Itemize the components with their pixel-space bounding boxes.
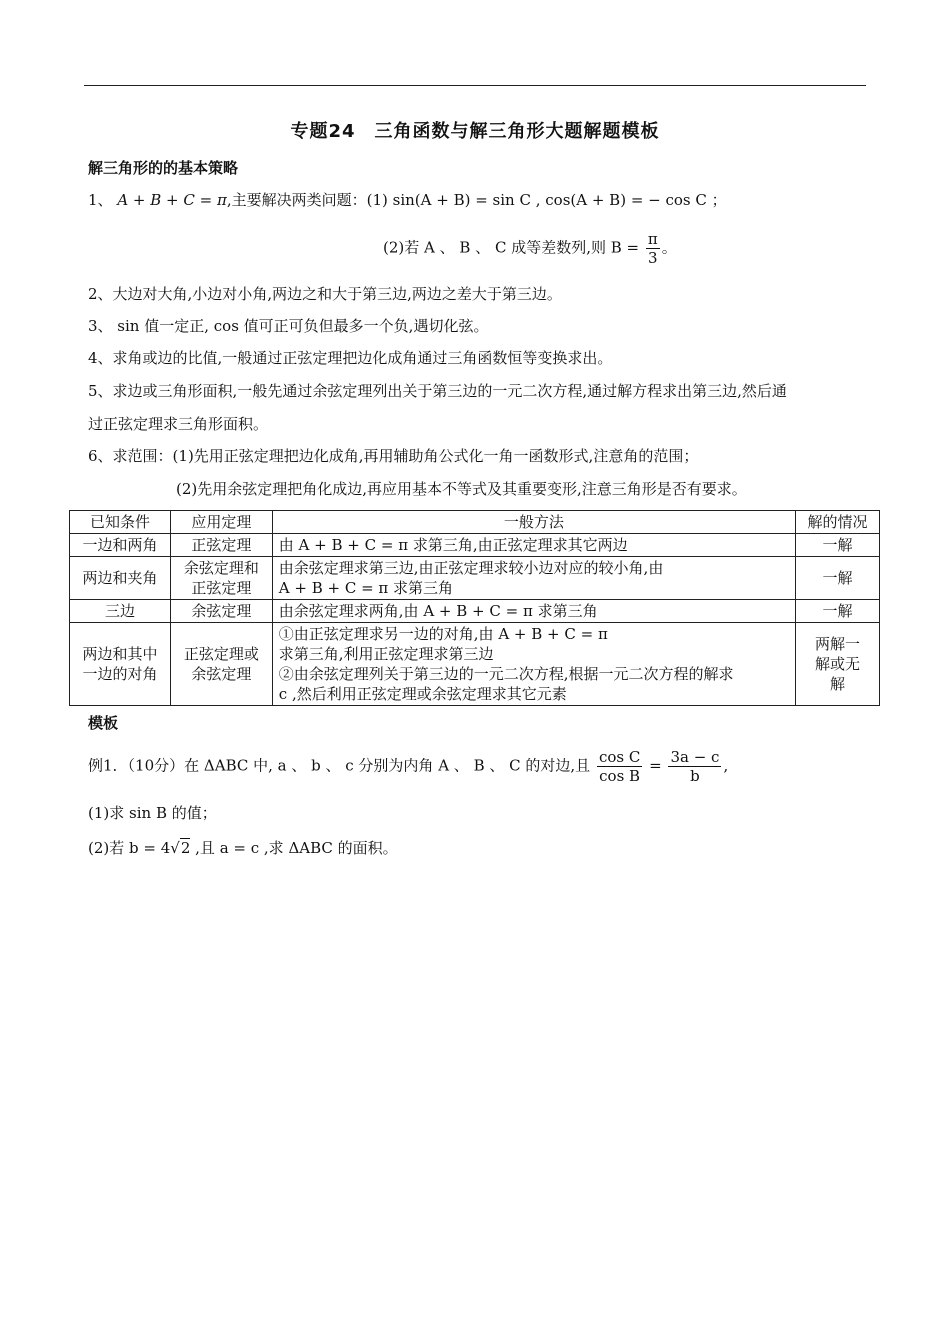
point-1-number: 1、 <box>88 191 113 209</box>
point-1 <box>88 190 727 210</box>
fraction-numerator: π <box>647 230 658 248</box>
cell-theorem: 正弦定理或余弦定理 <box>170 623 272 706</box>
section-heading-strategy: 解三角形的的基本策略 <box>88 159 239 177</box>
cell-method <box>272 557 795 600</box>
question-2-prefix: (2)若 b = 4 <box>88 839 171 857</box>
table-row <box>70 534 880 557</box>
cell-theorem: 正弦定理 <box>170 534 272 557</box>
method-line: ①由正弦定理求另一边的对角,由 A + B + C = π <box>278 625 608 643</box>
question-2 <box>88 838 398 858</box>
table-header-row <box>70 511 880 534</box>
sqrt-symbol: √ <box>170 839 180 857</box>
side-ratio-fraction <box>668 748 721 785</box>
method-line: 求第三角,利用正弦定理求第三边 <box>278 645 494 663</box>
header-theorem: 应用定理 <box>170 511 272 534</box>
point-6-line-2: (2)先用余弦定理把角化成边,再应用基本不等式及其重要变形,注意三角形是否有要求。 <box>176 480 747 498</box>
fraction-denominator: cos B <box>599 767 641 785</box>
question-2-suffix: ,且 a = c ,求 ΔABC 的面积。 <box>190 839 398 857</box>
example-prefix: 例1．（10分）在 ΔABC 中, a 、 b 、 c 分别为内角 A 、 B 、 C 的对边,且 <box>88 756 591 775</box>
method-line: 由余弦定理求两角,由 A + B + C = π 求第三角 <box>278 602 598 620</box>
point-5-line-2: 过正弦定理求三角形面积。 <box>88 415 269 433</box>
table-row <box>70 600 880 623</box>
cell-method <box>272 600 795 623</box>
cell-result: 两解一解或无解 <box>796 623 880 706</box>
fraction-denominator: b <box>690 767 700 785</box>
table-row <box>70 557 880 600</box>
point-6-line-1: 6、求范围：(1)先用正弦定理把边化成角,再用辅助角公式化一角一函数形式,注意角的范围； <box>88 447 699 465</box>
question-1: (1)求 sin B 的值； <box>88 804 217 822</box>
method-line: 由余弦定理求第三边,由正弦定理求较小边对应的较小角,由 <box>278 559 664 577</box>
method-line: ②由余弦定理列关于第三边的一元二次方程,根据一元二次方程的解求 <box>278 665 734 683</box>
solution-methods-table <box>69 510 880 706</box>
header-rule <box>84 85 866 86</box>
page-title: 专题24 三角函数与解三角形大题解题模板 <box>290 121 660 142</box>
point-4: 4、求角或边的比值,一般通过正弦定理把边化成角通过三角函数恒等变换求出。 <box>88 349 613 367</box>
sqrt-radicand: 2 <box>180 839 191 857</box>
fraction-numerator: cos C <box>598 748 641 766</box>
header-method: 一般方法 <box>272 511 795 534</box>
cell-condition: 三边 <box>70 600 171 623</box>
cell-condition: 一边和两角 <box>70 534 171 557</box>
cell-result: 一解 <box>796 557 880 600</box>
cell-condition: 两边和其中一边的对角 <box>70 623 171 706</box>
point-1b-prefix: (2)若 A 、 B 、 C 成等差数列,则 B = <box>383 238 640 257</box>
cell-condition: 两边和夹角 <box>70 557 171 600</box>
cell-theorem: 余弦定理 <box>170 600 272 623</box>
cell-method <box>272 623 795 706</box>
cell-result: 一解 <box>796 600 880 623</box>
point-3: 3、 sin 值一定正, cos 值可正可负但最多一个负,遇切化弦。 <box>88 317 489 335</box>
point-1-equation: A + B + C = π <box>117 191 227 209</box>
cell-method <box>272 534 795 557</box>
method-line: A + B + C = π 求第三角 <box>278 579 454 597</box>
method-line: 由 A + B + C = π 求第三角,由正弦定理求其它两边 <box>278 536 628 554</box>
fraction-numerator: 3a − c <box>670 748 720 766</box>
method-line: c ,然后利用正弦定理或余弦定理求其它元素 <box>278 685 567 703</box>
section-heading-template: 模板 <box>88 714 119 732</box>
fraction-denominator: 3 <box>648 249 658 267</box>
point-1-text: ,主要解决两类问题：(1) sin(A + B) = sin C , cos(A + B) = − cos C ； <box>226 191 727 209</box>
point-2: 2、大边对大角,小边对小角,两边之和大于第三边,两边之差大于第三边。 <box>88 285 562 303</box>
header-solutions: 解的情况 <box>796 511 880 534</box>
example-suffix: , <box>723 756 729 775</box>
example-1-statement <box>88 748 728 785</box>
cos-ratio-fraction <box>597 748 642 785</box>
point-1b-suffix: 。 <box>661 238 677 257</box>
header-known-condition: 已知条件 <box>70 511 171 534</box>
point-1b <box>383 230 677 267</box>
table-row <box>70 623 880 706</box>
pi-over-3-fraction <box>646 230 660 267</box>
point-5-line-1: 5、求边或三角形面积,一般先通过余弦定理列出关于第三边的一元二次方程,通过解方程求出第三边,然后通 <box>88 382 787 400</box>
cell-theorem: 余弦定理和正弦定理 <box>170 557 272 600</box>
equals-sign: = <box>649 756 662 775</box>
cell-result: 一解 <box>796 534 880 557</box>
